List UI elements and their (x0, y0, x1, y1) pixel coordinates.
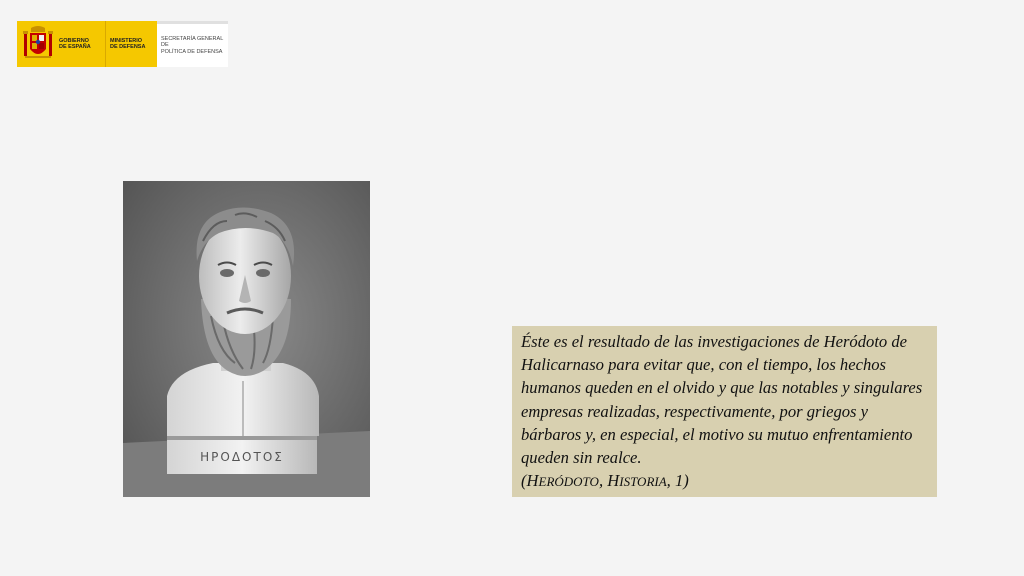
government-logo (17, 21, 228, 67)
logo-secretariat-segment (157, 21, 228, 67)
herodotus-quote-box (512, 326, 937, 497)
bust-inscription: ΗΡΟΔΟΤΟΣ (200, 450, 284, 464)
logo-yellow-band (17, 21, 157, 67)
coat-of-arms-icon (23, 25, 53, 63)
bust-illustration (123, 181, 370, 497)
secretariat-label: SECRETARÍA GENERAL DE POLÍTICA DE DEFENSA (161, 35, 224, 55)
quote-citation: (HERÓDOTO, HISTORIA, 1) (521, 471, 689, 491)
logo-gov-segment (17, 21, 105, 67)
gov-label: GOBIERNO DE ESPAÑA (59, 37, 91, 50)
logo-ministry-segment (105, 21, 157, 67)
herodotus-bust-image (123, 181, 370, 497)
quote-text: Éste es el resultado de las investigaciones de Heródoto de Halicarnaso para evitar que, con el tiempo, los hechos humanos queden en el olvido y que las notables y singulares empresas realizadas, respectivamente, por griegos y bárbaros y, en especial, el motivo su mutuo enfrentamiento queden sin realce. (521, 332, 923, 468)
ministry-label: MINISTERIO DE DEFENSA (110, 37, 146, 50)
